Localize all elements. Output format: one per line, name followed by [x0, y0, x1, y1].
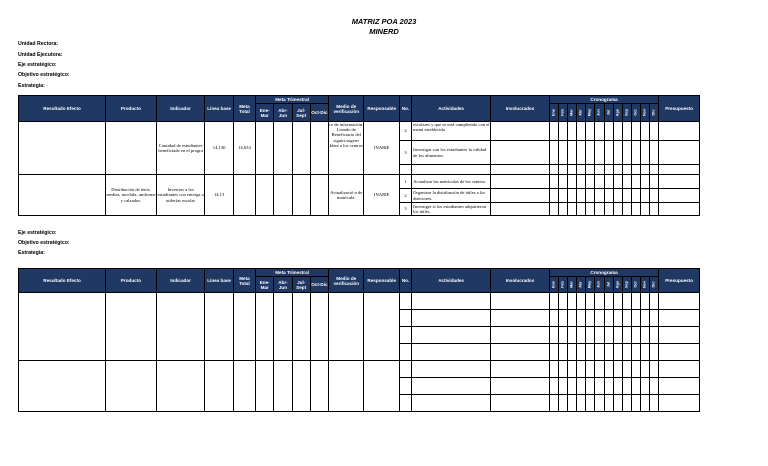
- month-mar: Mar: [568, 104, 577, 122]
- page-title: MATRIZ POA 2023: [351, 17, 417, 26]
- col-q3: Jul-Sept: [292, 104, 310, 122]
- col-meta-trimestral: Meta Trimestral: [256, 269, 329, 277]
- estrategia-label-2: Estrategia:: [18, 250, 45, 256]
- col-medio-verificacion: Medio de verificación: [329, 96, 364, 122]
- poa-matrix-table-2: [18, 268, 700, 412]
- col-no: No.: [399, 269, 411, 293]
- col-indicador: Indicador: [156, 269, 205, 293]
- objetivo-label: Objetivo estratégico:: [18, 72, 70, 78]
- indicador-cell: Cantidad de estudiantes beneficiado en el progra: [156, 122, 205, 175]
- activity-text: Investigar con los estudiantes la calidad de los alimentos.: [412, 141, 491, 165]
- col-q1: Ene-Mar: [256, 104, 274, 122]
- table-row: [19, 361, 700, 378]
- month-ene: Ene: [549, 104, 558, 122]
- month-jun: Jun: [595, 104, 604, 122]
- col-cronograma: Cronograma: [549, 96, 658, 104]
- month-dic: Dic: [650, 277, 659, 293]
- month-nov: Nov: [640, 104, 649, 122]
- poa-matrix-table-1: [18, 95, 700, 216]
- medio-verificacion-cell: Actualizació n de matrícula.: [329, 175, 364, 216]
- col-indicador: Indicador: [156, 96, 205, 122]
- unit-rectora-label: Unidad Rectora:: [18, 41, 59, 47]
- estrategia-label: Estrategia:: [18, 83, 45, 89]
- col-responsable: Responsable: [364, 269, 399, 293]
- indicador-cell: Investorr a los estudiantes con entrega a utilerías escolar: [156, 175, 205, 216]
- col-cronograma: Cronograma: [549, 269, 658, 277]
- medio-verificacion-cell: ro de información. Listado de Beneficiario del siguiri.sugerir klent a los centros: [329, 122, 364, 175]
- linea-base-cell: 14,130: [205, 122, 233, 175]
- eje-label-2: Eje estratégico:: [18, 230, 57, 236]
- col-involucrados: Involucrados: [491, 96, 550, 122]
- month-mar: Mar: [568, 277, 577, 293]
- col-meta-trimestral: Meta Trimestral: [256, 96, 329, 104]
- month-ene: Ene: [549, 277, 558, 293]
- month-jul: Jul: [604, 104, 613, 122]
- month-jun: Jun: [595, 277, 604, 293]
- table-row: [19, 175, 700, 189]
- empty-rows: [19, 293, 700, 412]
- col-q4: Oct-Dic: [310, 277, 328, 293]
- month-jul: Jul: [604, 277, 613, 293]
- activity-no: 3: [399, 141, 411, 165]
- col-meta-total: Meta Total: [233, 269, 255, 293]
- month-oct: Oct: [631, 277, 640, 293]
- activity-text: escolares y que se está cumpliendo con el menú establecido.: [412, 122, 491, 141]
- col-meta-total: Meta Total: [233, 96, 255, 122]
- col-q3: Jul-Sept: [292, 277, 310, 293]
- col-presupuesto: Presupuesto: [659, 96, 700, 122]
- col-q2: Abr-Jun: [274, 104, 292, 122]
- month-sep: Sep: [622, 104, 631, 122]
- col-actividades: Actividades: [412, 96, 491, 122]
- col-q1: Ene-Mar: [256, 277, 274, 293]
- page-subtitle: MINERD: [369, 27, 399, 36]
- col-q2: Abr-Jun: [274, 277, 292, 293]
- month-oct: Oct: [631, 104, 640, 122]
- activity-no: 3: [399, 203, 411, 216]
- col-linea-base: Línea base: [205, 96, 233, 122]
- activity-text: Investiger si los estudiantes adquirieron los útiles.: [412, 203, 491, 216]
- col-resultado-efecto: Resultado Efecto: [19, 96, 106, 122]
- month-may: May: [586, 277, 595, 293]
- activity-no: 2: [399, 189, 411, 203]
- col-producto: Producto: [106, 96, 157, 122]
- month-feb: Feb: [559, 104, 568, 122]
- linea-base-cell: 14.13: [205, 175, 233, 216]
- activity-no: 2: [399, 122, 411, 141]
- month-abr: Abr: [577, 104, 586, 122]
- objetivo-label-2: Objetivo estratégico:: [18, 240, 70, 246]
- eje-label: Eje estratégico:: [18, 62, 57, 68]
- col-involucrados: Involucrados: [491, 269, 550, 293]
- month-may: May: [586, 104, 595, 122]
- col-resultado-efecto: Resultado Efecto: [19, 269, 106, 293]
- col-actividades: Actividades: [412, 269, 491, 293]
- col-q4: Oct-Dic: [310, 104, 328, 122]
- col-producto: Producto: [106, 269, 157, 293]
- month-dic: Dic: [650, 104, 659, 122]
- producto-cell: Distribución de tenis, medias, mochila, uniforme y calzados.: [106, 175, 157, 216]
- col-no: No.: [399, 96, 411, 122]
- unit-ejecutora-label: Unidad Ejecutora:: [18, 52, 63, 58]
- month-nov: Nov: [640, 277, 649, 293]
- col-linea-base: Línea base: [205, 269, 233, 293]
- table-row: [19, 122, 700, 141]
- col-presupuesto: Presupuesto: [659, 269, 700, 293]
- month-feb: Feb: [559, 277, 568, 293]
- activity-no: 1: [399, 175, 411, 189]
- col-responsable: Responsable: [364, 96, 399, 122]
- table-row: [19, 293, 700, 310]
- month-abr: Abr: [577, 277, 586, 293]
- col-medio-verificacion: Medio de verificación: [329, 269, 364, 293]
- responsable-cell: INABIE: [364, 175, 399, 216]
- responsable-cell: INABIE: [364, 122, 399, 175]
- activity-text: Organizar la distribución de útiles a los directores.: [412, 189, 491, 203]
- month-ago: Ago: [613, 277, 622, 293]
- activity-text: Actualizar las matrículas de los centros.: [412, 175, 491, 189]
- meta-total-cell: 14,654: [233, 122, 255, 175]
- month-sep: Sep: [622, 277, 631, 293]
- month-ago: Ago: [613, 104, 622, 122]
